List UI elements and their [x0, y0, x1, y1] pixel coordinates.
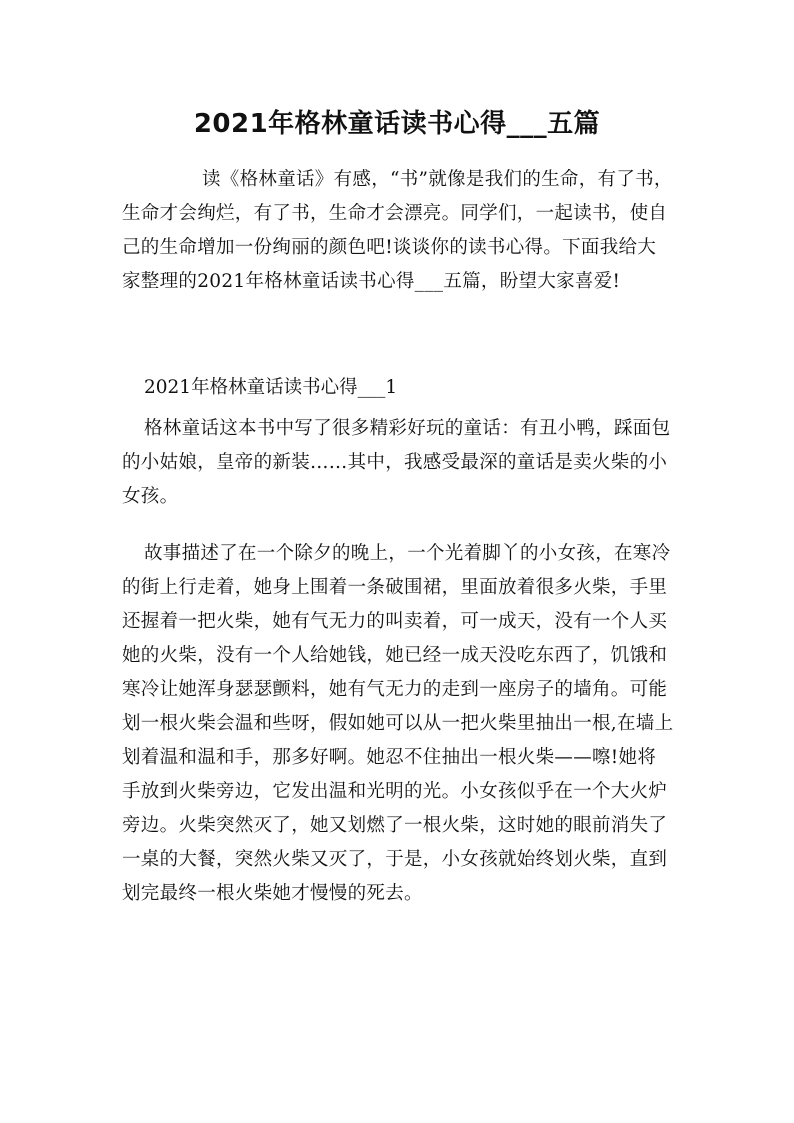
intro-paragraph: 读《格林童话》有感，“书”就像是我们的生命，有了书，生命才会绚烂，有了书，生命才会漂亮。同学们，一起读书，使自己的生命增加一份绚丽的颜色吧!谈谈你的读书心得。下面我给大家整理的2021年格林童话读书心得___五篇，盼望大家喜爱! — [122, 169, 673, 292]
section-heading: 2021年格林童话读书心得___1 — [144, 377, 398, 398]
document-title: 2021年格林童话读书心得___五篇 — [193, 109, 601, 139]
body-paragraph-2: 故事描述了在一个除夕的晚上，一个光着脚丫的小女孩，在寒冷的街上行走着，她身上围着一条破围裙，里面放着很多火柴，手里还握着一把火柴，她有气无力的叫卖着，可一成天，没有一个人买她的火柴，没有一个人给她钱，她已经一成天没吃东西了，饥饿和寒冷让她浑身瑟瑟颤料，她有气无力的走到一座房子的墙角。可能划一根火柴会温和些呀，假如她可以从一把火柴里抽出一根,在墙上划着温和温和手，那多好啊。她忍不住抽出一根火柴——嚓!她将手放到火柴旁边，它发出温和光明的光。小女孩似乎在一个大火炉旁边。火柴突然灭了，她又划燃了一根火柴，这时她的眼前消失了一桌的大餐，突然火柴又灭了，于是，小女孩就始终划火柴，直到划完最终一根火柴她才慢慢的死去。 — [122, 543, 674, 904]
body-paragraph-1: 格林童话这本书中写了很多精彩好玩的童话：有丑小鸭，踩面包的小姑娘，皇帝的新装……其中，我感受最深的童话是卖火柴的小女孩。 — [122, 418, 671, 507]
